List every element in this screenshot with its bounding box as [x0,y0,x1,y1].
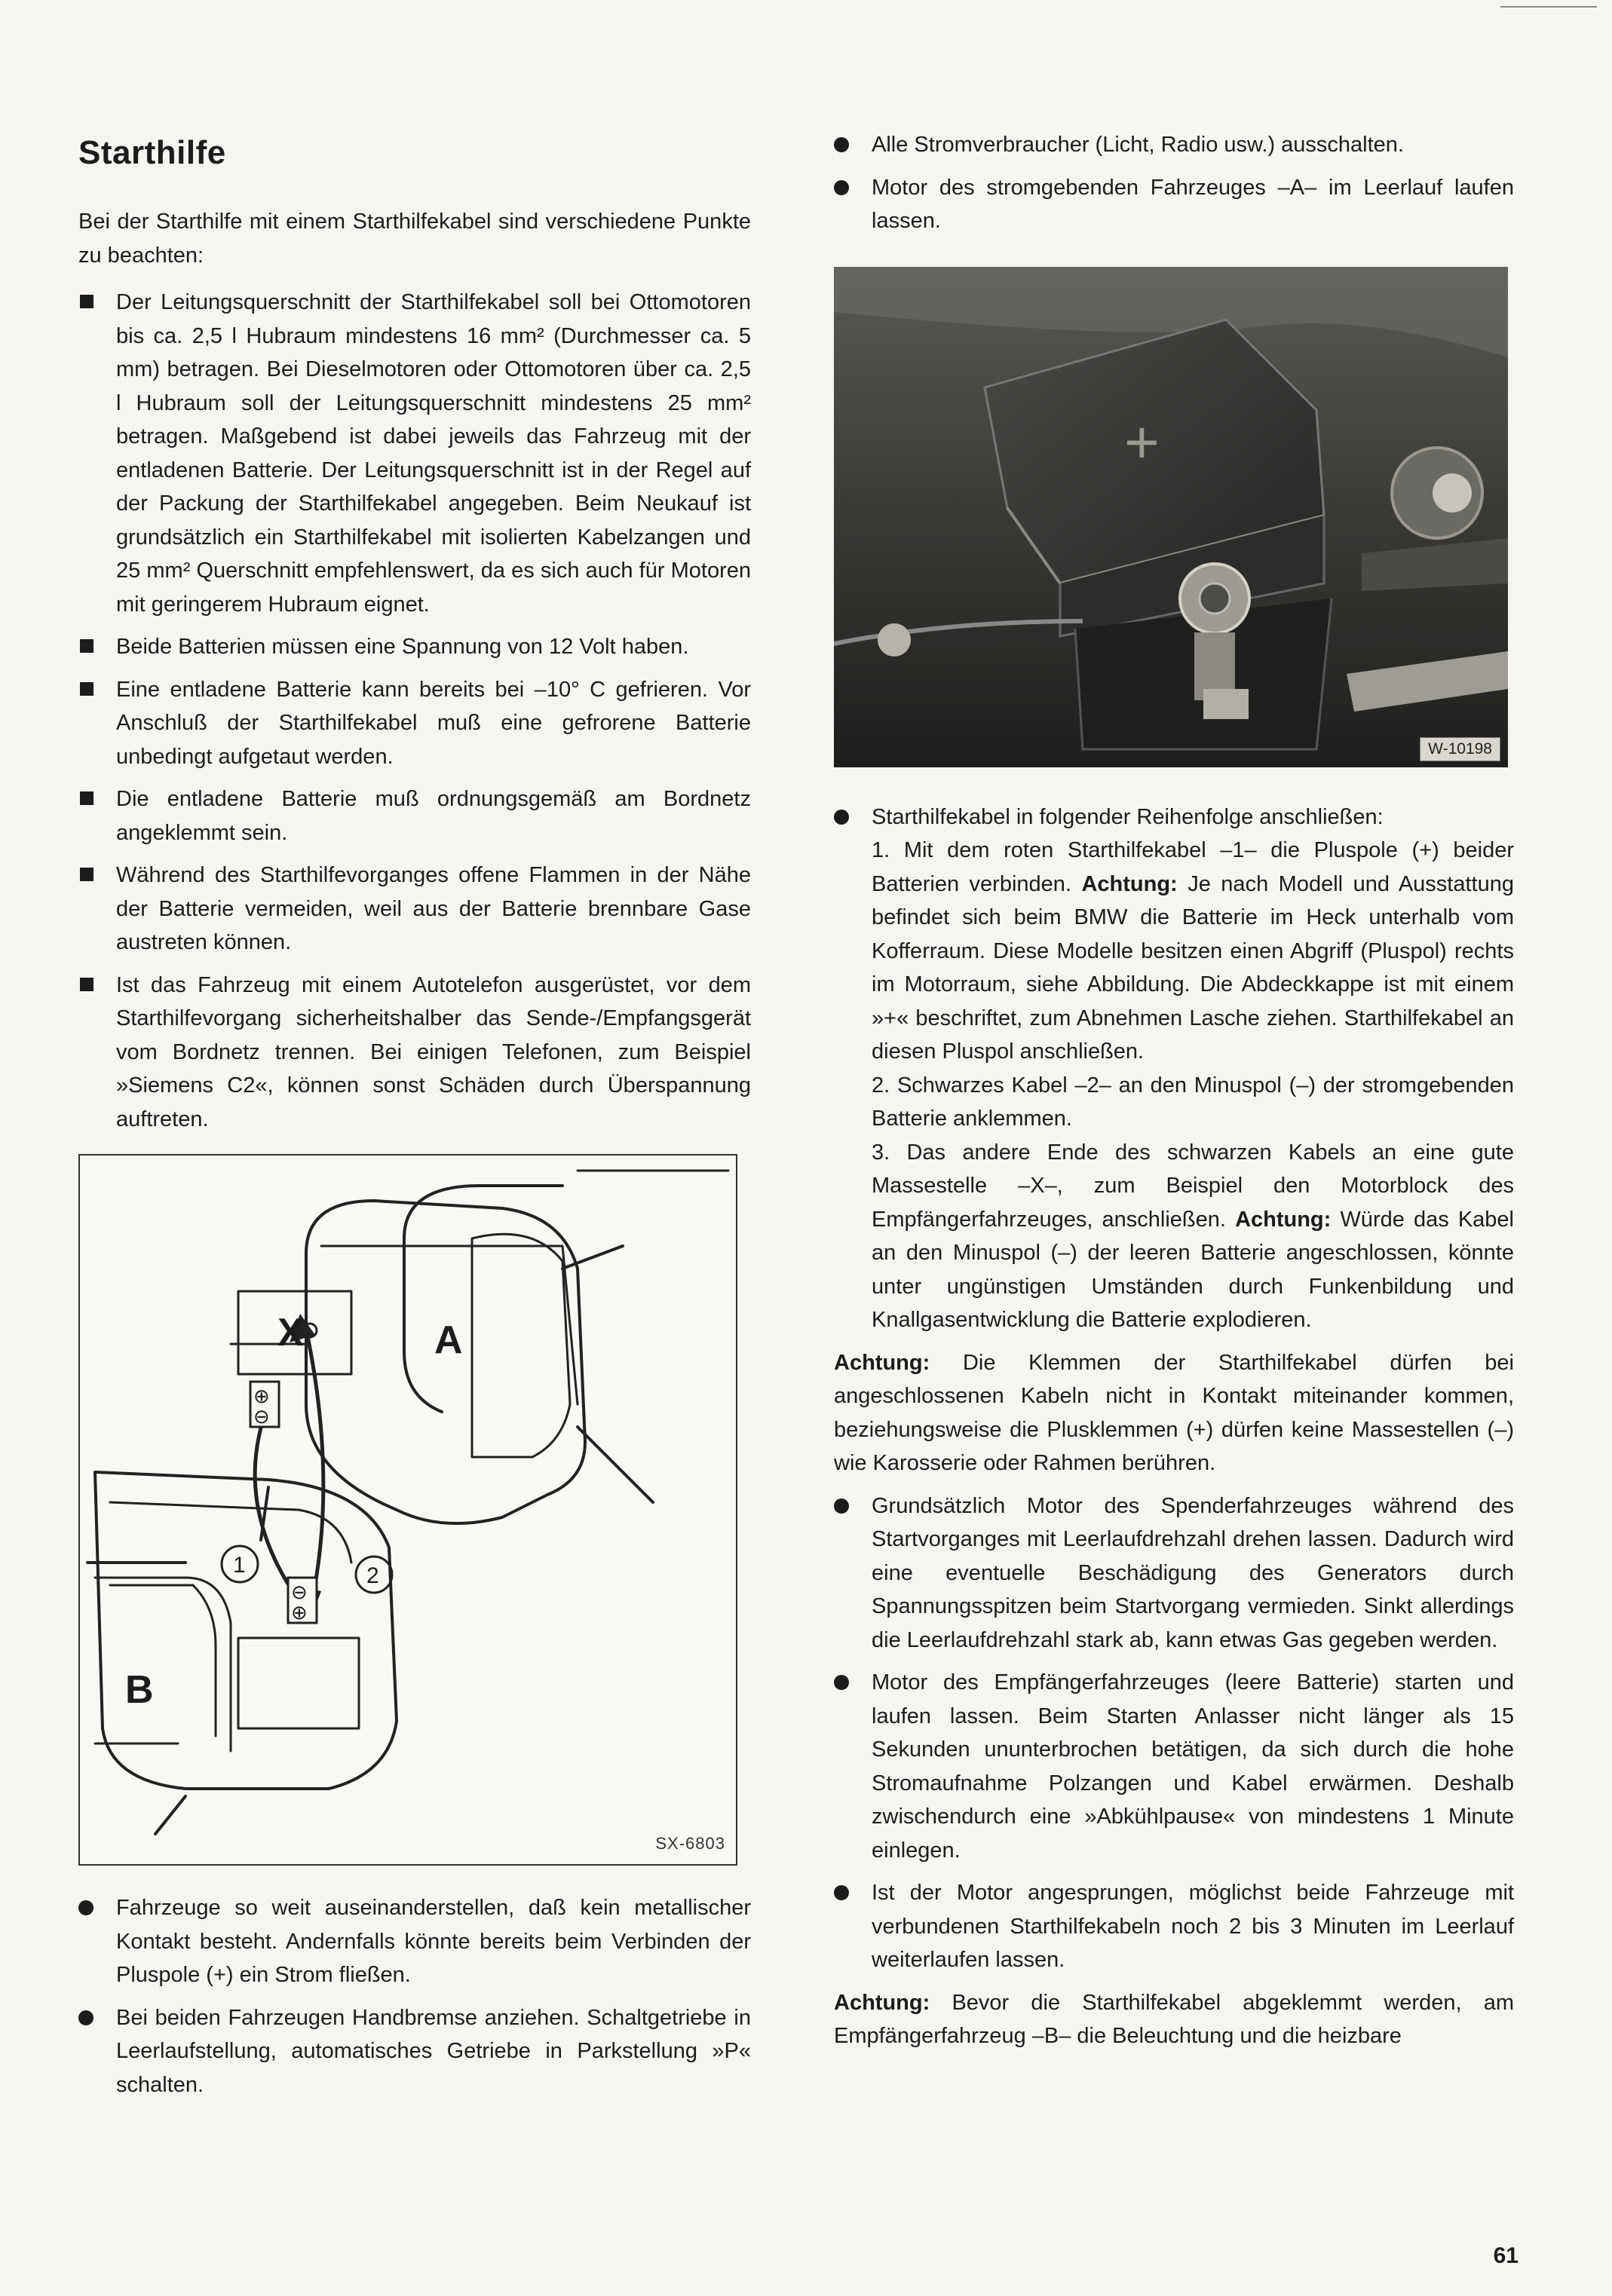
round-bullet-icon [78,1900,93,1915]
step-2: 2. Schwarzes Kabel –2– an den Minuspol (–) der stromgebenden Batterie anklemmen. [872,1073,1514,1131]
right-column [834,128,1514,2062]
list-item [834,1489,1514,1658]
list-item-text: Beide Batterien müssen eine Spannung von 12 Volt haben. [116,635,689,659]
scan-edge-line [1500,6,1597,8]
achtung-note [834,1986,1514,2053]
label-b: B [125,1668,154,1712]
step-1 [872,834,1514,1069]
page-title: Starthilfe [78,134,226,171]
list-item [78,1891,751,1992]
achtung-label: Achtung: [1081,871,1178,896]
battery-terminal-photo-drawing [834,267,1508,767]
list-item [78,630,751,664]
page-number: 61 [1493,2243,1519,2268]
list-item [78,673,751,774]
photo-id: W-10198 [1420,737,1500,761]
minus-terminal-a: ⊖ [253,1405,270,1428]
list-item-text: Motor des stromgebenden Fahrzeuges –A– im Leerlauf laufen lassen. [872,175,1514,233]
list-item-text: Grundsätzlich Motor des Spenderfahrzeuges während des Startvorganges mit Leerlaufdrehzahl drehen lassen. Dadurch wird eine eventuelle Beschädigung des Generators durch Spannungsspitzen beim Startvorgang vermieden. Sinkt allerdings die Leerlaufdrehzahl stark ab, kann etwas Gas gegeben werden. [872,1493,1514,1652]
list-item-text: Während des Starthilfevorganges offene Flammen in der Nähe der Batterie vermeiden, weil aus der Batterie brennbare Gase austreten können. [116,863,751,954]
round-bullet-icon [834,1499,849,1514]
plus-terminal-a: ⊕ [253,1385,270,1407]
list-item-text: Eine entladene Batterie kann bereits bei –10° C gefrieren. Vor Anschluß der Starthilfekabel muß eine gefrorene Batterie unbedingt aufgetaut werden. [116,677,751,769]
plus-mark: + [1124,408,1160,476]
list-item [78,2001,751,2102]
step-3-note: Würde das Kabel an den Minuspol (–) der leeren Batterie angeschlossen, könnte unter ungünstigen Umständen durch Funkenbildung und Knallgasentwicklung die Batterie explodieren. [872,1207,1514,1332]
list-item-text: Die entladene Batterie muß ordnungsgemäß am Bordnetz angeklemmt sein. [116,787,751,845]
list-item-text: Ist der Motor angesprungen, möglichst beide Fahrzeuge mit verbundenen Starthilfekabeln noch 2 bis 3 Minuten im Leerlauf weiterlaufen lassen. [872,1881,1514,1972]
round-bullet-icon [834,1885,849,1900]
intro-paragraph: Bei der Starthilfe mit einem Starthilfekabel sind verschiedene Punkte zu beachten: [78,210,751,268]
list-item-text: Bei beiden Fahrzeugen Handbremse anziehen. Schaltgetriebe in Leerlaufstellung, automatisches Getriebe in Parkstellung »P« schalten. [116,2005,751,2097]
list-item [78,782,751,850]
list-item-text: Fahrzeuge so weit auseinanderstellen, daß kein metallischer Kontakt besteht. Andernfalls könnte bereits beim Verbinden der Pluspole (+) ein Strom fließen. [116,1896,751,1987]
figure-id: SX-6803 [655,1834,725,1853]
list-item [834,1666,1514,1867]
achtung-note-text: Die Klemmen der Starthilfekabel dürfen bei angeschlossenen Kabeln nicht in Kontakt miteinander kommen, beziehungsweise die Plusklemmen (+) dürfen keine Massestellen (–) wie Karosserie oder Rahmen berühren. [834,1350,1514,1475]
achtung-label: Achtung: [834,1990,930,2015]
list-item [834,128,1514,162]
achtung-label: Achtung: [1235,1207,1332,1232]
round-bullet-icon [834,137,849,152]
round-bullet-icon [834,810,849,825]
round-bullet-icon [78,2010,93,2025]
sequence-title: Starthilfekabel in folgender Reihenfolge anschließen: [872,804,1384,829]
label-x: X [277,1311,304,1355]
list-item-text: Der Leitungsquerschnitt der Starthilfekabel soll bei Ottomotoren bis ca. 2,5 l Hubraum mindestens 16 mm² (Durchmesser ca. 5 mm) betragen. Bei Dieselmotoren oder Ottomotoren über ca. 2,5 l Hubraum soll der Leitungsquerschnitt mindestens 25 mm² betragen. Maßgebend ist dabei jeweils das Fahrzeug mit der entladenen Batterie. Der Leitungsquerschnitt ist in der Regel auf der Packung der Starthilfekabel angegeben. Beim Neukauf ist grundsätzlich ein Starthilfekabel mit isolierten Kabelzangen und 25 mm² Querschnitt empfehlenswert, da es sich auch für Motoren mit geringerem Hubraum eignet. [116,290,751,617]
battery-terminal-photo [834,267,1508,767]
list-item [834,801,1514,1337]
achtung-note [834,1346,1514,1480]
achtung-note-text: Bevor die Starthilfekabel abgeklemmt werden, am Empfängerfahrzeug –B– die Beleuchtung und die heizbare [834,1990,1514,2048]
square-bullet-icon [80,295,93,308]
list-item [78,859,751,960]
label-a: A [434,1318,463,1362]
list-item [78,286,751,621]
step-1-text: 1. Mit dem roten Starthilfekabel –1– die Pluspole (+) beider Batterien verbinden. [872,838,1514,896]
cable-2-number: 2 [366,1563,379,1588]
jump-start-diagram [78,1154,737,1866]
minus-terminal-b: ⊖ [291,1581,308,1603]
square-bullet-icon [80,639,93,653]
round-bullet-icon [834,180,849,195]
cable-1-number: 1 [233,1553,246,1578]
achtung-label: Achtung: [834,1350,930,1375]
list-item [834,171,1514,238]
list-item-text: Alle Stromverbraucher (Licht, Radio usw.) ausschalten. [872,133,1404,157]
square-bullet-icon [80,868,93,881]
plus-terminal-b: ⊕ [291,1601,308,1624]
square-bullet-icon [80,682,93,696]
list-item-text: Ist das Fahrzeug mit einem Autotelefon ausgerüstet, vor dem Starthilfevorgang sicherheitshalber das Sende-/Empfangsgerät vom Bordnetz trennen. Bei einigen Telefonen, zum Beispiel »Siemens C2«, können sonst Schäden durch Überspannung auftreten. [116,972,751,1131]
jump-start-diagram-drawing [80,1156,736,1864]
left-column [78,121,751,2111]
step-3-text: 3. Das andere Ende des schwarzen Kabels an eine gute Massestelle –X–, zum Beispiel den Motorblock des Empfängerfahrzeuges, anschließen. [872,1140,1514,1232]
square-bullet-icon [80,791,93,805]
step-1-note: Je nach Modell und Ausstattung befindet sich beim BMW die Batterie im Heck unterhalb vom Kofferraum. Diese Modelle besitzen einen Abgriff (Pluspol) rechts im Motorraum, siehe Abbildung. Die Abdeckkappe ist mit einem »+« beschriftet, zum Abnehmen Lasche ziehen. Starthilfekabel an diesen Pluspol anschließen. [872,871,1514,1064]
square-bullet-icon [80,978,93,991]
list-item [834,1876,1514,1977]
step-3 [872,1136,1514,1337]
list-item-text: Motor des Empfängerfahrzeuges (leere Batterie) starten und laufen lassen. Beim Starten Anlasser nicht länger als 15 Sekunden ununterbrochen betätigen, da sich durch die hohe Stromaufnahme Polzangen und Kabel erwärmen. Deshalb zwischendurch eine »Abkühlpause« von mindestens 1 Minute einlegen. [872,1670,1514,1863]
round-bullet-icon [834,1675,849,1690]
list-item [78,969,751,1137]
